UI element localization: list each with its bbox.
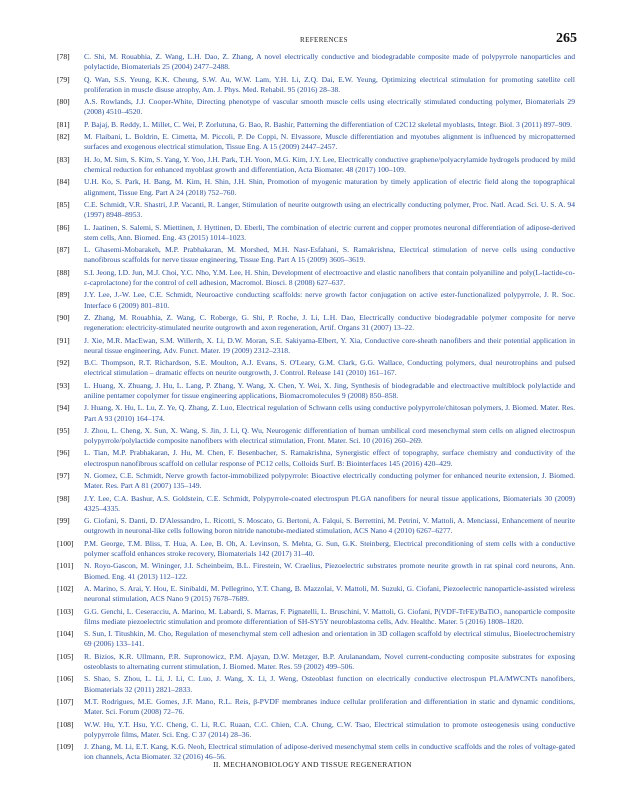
- reference-text[interactable]: J. Huang, X. Hu, L. Lu, Z. Ye, Q. Zhang, Z. Luo, Electrical regulation of Schwann cells using conductive polypyrrole/chitosan polymers, J. Biomed. Mater. Res. Part A 93 (2010) 164–174.: [84, 403, 575, 423]
- reference-number: [81]: [57, 119, 70, 129]
- reference-number: [85]: [57, 199, 70, 209]
- reference-item: [57, 290, 575, 310]
- reference-text[interactable]: Z. Zhang, M. Rouabhia, Z. Wang, C. Roberge, G. Shi, P. Roche, J. Li, L.H. Dao, Electrically conductive biodegradable polymer composite for nerve regeneration: electricity-stimulated neurite outgrowth and axon regeneration, Artif. Organs 31 (2007) 13–22.: [84, 312, 575, 333]
- reference-list: [57, 52, 575, 765]
- reference-item: [57, 120, 575, 130]
- reference-text[interactable]: U.H. Ko, S. Park, H. Bang, M. Kim, H. Shin, J.H. Shin, Promotion of myogenic maturation by timely application of electric field along the topographical alignment, Tissue Eng. Part A 24 (2018) 752–760.: [84, 177, 575, 197]
- reference-number: [78]: [57, 52, 70, 61]
- reference-item: [57, 720, 575, 740]
- reference-text[interactable]: G. Ciofani, S. Danti, D. D'Alessandro, L. Ricotti, S. Moscato, G. Bertoni, A. Falqui, S. Berrettini, M. Petrini, V. Mattoli, A. Menciassi, Enhancement of neurite outgrowth in neuronal-like cells following boron nitride nanotube-mediated stimulation, ACS Nano 4 (2010) 6267–6277.: [84, 516, 575, 536]
- reference-number: [87]: [57, 245, 70, 255]
- reference-text[interactable]: J. Zhou, L. Cheng, X. Sun, X. Wang, S. Jin, J. Li, Q. Wu, Neurogenic differentiation of human umbilical cord mesenchymal stem cells on aligned electrospun polypyrrole/polylactide composite nanofibers with electrical stimulation, Front. Mater. Sci. 10 (2016) 260–269.: [84, 425, 575, 446]
- reference-text[interactable]: R. Bizios, K.R. Ullmann, P.R. Supronowicz, P.M. Ajayan, D.W. Metzger, B.P. Arulanandam, Novel current-conducting composite substrates for exposing osteoblasts to alternating current stimulation, J. Biomed. Mater. Res. 59 (2002) 499–506.: [84, 651, 575, 672]
- reference-text[interactable]: J.Y. Lee, C.A. Bashur, A.S. Goldstein, C.E. Schmidt, Polypyrrole-coated electrospun PLGA nanofibers for neural tissue applications, Biomaterials 30 (2009) 4325–4335.: [84, 493, 575, 513]
- footer-section-title: II. MECHANOBIOLOGY AND TISSUE REGENERATION: [213, 760, 412, 769]
- reference-item: [57, 697, 575, 717]
- reference-number: [95]: [57, 425, 70, 435]
- reference-number: [96]: [57, 448, 70, 458]
- reference-number: [99]: [57, 516, 70, 526]
- reference-number: [82]: [57, 132, 70, 142]
- reference-number: [79]: [57, 74, 70, 84]
- reference-text[interactable]: C.E. Schmidt, V.R. Shastri, J.P. Vacanti, R. Langer, Stimulation of neurite outgrowth using an electrically conducting polymer, Proc. Natl. Acad. Sci. U. S. A. 94 (1997) 8948–8953.: [84, 199, 575, 220]
- reference-number: [84]: [57, 177, 70, 187]
- reference-text[interactable]: Q. Wan, S.S. Yeung, K.K. Cheung, S.W. Au, W.W. Lam, Y.H. Li, Z.Q. Dai, E.W. Yeung, Optimizing electrical stimulation for promoting satellite cell proliferation in muscle disuse atrophy, Am. J. Phys. Med. Rehabil. 95 (2016) 28–38.: [84, 74, 575, 94]
- reference-text[interactable]: M.T. Rodrigues, M.E. Gomes, J.F. Mano, R.L. Reis, β-PVDF membranes induce cellular proliferation and differentiation in static and dynamic conditions, Mater. Sci. Forum (2008) 72–76.: [84, 697, 575, 717]
- reference-text[interactable]: A. Marino, S. Arai, Y. Hou, E. Sinibaldi, M. Pellegrino, Y.T. Chang, B. Mazzolai, V. Mattoli, M. Suzuki, G. Ciofani, Piezoelectric nanoparticle-assisted wireless neuronal stimulation, ACS Nano 9 (2015) 7678–7689.: [84, 584, 575, 604]
- reference-item: [57, 97, 575, 117]
- reference-item: [57, 200, 575, 220]
- reference-text[interactable]: S.I. Jeong, I.D. Jun, M.J. Choi, Y.C. Nho, Y.M. Lee, H. Shin, Development of electroactive and elastic nanofibers that contain polyaniline and poly(L-lactide-co-ε-caprolactone) for the control of cell adhesion, Macromol. Biosci. 8 (2008) 627–637.: [84, 267, 575, 287]
- reference-number: [83]: [57, 154, 70, 164]
- reference-number: [108]: [57, 719, 74, 729]
- reference-text[interactable]: N. Gomez, C.E. Schmidt, Nerve growth factor-immobilized polypyrrole: Bioactive electrically conducting polymer for enhanced neurite extension, J. Biomed. Mater. Res. Part A 81 (2007) 135–149.: [84, 471, 575, 491]
- reference-text[interactable]: B.C. Thompson, R.T. Richardson, S.E. Moulton, A.J. Evans, S. O'Leary, G.M. Clark, G.G. Wallace, Conducting polymers, dual neurotrophins and pulsed electrical stimulation – dramatic effects on neurite outgrowth, J. Control. Release 141 (2010) 161–167.: [84, 358, 575, 378]
- reference-number: [86]: [57, 222, 70, 232]
- reference-number: [106]: [57, 674, 74, 684]
- reference-text[interactable]: W.W. Hu, Y.T. Hsu, Y.C. Cheng, C. Li, R.C. Ruaan, C.C. Chien, C.A. Chung, C.W. Tsao, Electrical stimulation to promote osteogenesis using conductive polypyrrole films, Mater. Sci. Eng. C 37 (2014) 28–36.: [84, 719, 575, 739]
- reference-number: [80]: [57, 97, 70, 107]
- reference-text[interactable]: S. Shao, S. Zhou, L. Li, J. Li, C. Luo, J. Wang, X. Li, J. Weng, Osteoblast function on electrically conductive electrospun PLA/MWCNTs nanofibers, Biomaterials 32 (2011) 2821–2833.: [84, 674, 575, 694]
- reference-item: [57, 652, 575, 672]
- reference-item: [57, 177, 575, 197]
- reference-item: [57, 539, 575, 559]
- reference-text[interactable]: C. Shi, M. Rouabhia, Z. Wang, L.H. Dao, Z. Zhang, A novel electrically conductive and biodegradable composite made of polypyrrole nanoparticles and polylactide, Biomaterials 25 (2004) 2477–2488.: [84, 52, 575, 72]
- reference-text[interactable]: G.G. Genchi, L. Ceseracciu, A. Marino, M. Labardi, S. Marras, F. Pignatelli, L. Bruschini, V. Mattoli, G. Ciofani, P(VDF-TrFE)/BaTiO₃ nanoparticle composite films mediate piezoelectric stimulation and promote differentiation of SH-SY5Y neuroblastoma cells, Adv. Healthc. Mater. 5 (2016) 1808–1820.: [84, 606, 575, 626]
- reference-item: [57, 381, 575, 401]
- reference-number: [107]: [57, 697, 74, 707]
- reference-item: [57, 155, 575, 175]
- running-head: REFERENCES: [300, 36, 348, 44]
- reference-item: [57, 561, 575, 581]
- reference-item: [57, 268, 575, 288]
- reference-item: [57, 674, 575, 694]
- reference-item: [57, 223, 575, 243]
- reference-number: [88]: [57, 267, 70, 277]
- reference-item: [57, 494, 575, 514]
- reference-text[interactable]: L. Tian, M.P. Prabhakaran, J. Hu, M. Chen, F. Besenbacher, S. Ramakrishna, Synergistic effect of topography, surface chemistry and conductivity of the electrospun nanofibrous scaffold on cellular response of PC12 cells, Colloids Surf. B: Biointerfaces 145 (2016) 420–429.: [84, 448, 575, 468]
- reference-text[interactable]: J. Zhang, M. Li, E.T. Kang, K.G. Neoh, Electrical stimulation of adipose-derived mesenchymal stem cells in conductive scaffolds and the roles of voltage-gated ion channels, Acta Biomater. 32 (2016) 46–56.: [84, 742, 575, 762]
- reference-item: [57, 313, 575, 333]
- reference-number: [93]: [57, 380, 70, 390]
- reference-item: [57, 358, 575, 378]
- reference-item: [57, 448, 575, 468]
- reference-item: [57, 584, 575, 604]
- reference-number: [105]: [57, 651, 74, 661]
- reference-item: [57, 245, 575, 265]
- reference-text[interactable]: A.S. Rowlands, J.J. Cooper-White, Directing phenotype of vascular smooth muscle cells using electrically stimulated conducting polymer, Biomaterials 29 (2008) 4510–4520.: [84, 97, 575, 117]
- reference-number: [103]: [57, 606, 74, 616]
- reference-text[interactable]: N. Royo-Gascon, M. Wininger, J.I. Scheinbeim, B.L. Firestein, W. Craelius, Piezoelectric substrates promote neurite growth in rat spinal cord neurons, Ann. Biomed. Eng. 41 (2013) 112–122.: [84, 561, 575, 581]
- reference-item: [57, 471, 575, 491]
- page-number: 265: [556, 31, 577, 46]
- reference-text[interactable]: S. Sun, I. Titushkin, M. Cho, Regulation of mesenchymal stem cell adhesion and orientation in 3D collagen scaffold by electrical stimulus, Bioelectrochemistry 69 (2006) 133–141.: [84, 629, 575, 649]
- reference-text[interactable]: J. Xie, M.R. MacEwan, S.M. Willerth, X. Li, D.W. Moran, S.E. Sakiyama-Elbert, Y. Xia, Conductive core-sheath nanofibers and their potential application in neural tissue engineering, Adv. Funct. Mater. 19 (2009) 2312–2318.: [84, 335, 575, 355]
- reference-number: [104]: [57, 629, 74, 639]
- reference-number: [102]: [57, 584, 74, 594]
- reference-text[interactable]: M. Flaibani, L. Boldrin, E. Cimetta, M. Piccoli, P. De Coppi, N. Elvassore, Muscle differentiation and myotubes alignment is influenced by micropatterned surfaces and exogenous electrical stimulation, Tissue Eng. A 15 (2009) 2447–2457.: [84, 132, 575, 152]
- reference-text[interactable]: H. Jo, M. Sim, S. Kim, S. Yang, Y. Yoo, J.H. Park, T.H. Yoon, M.G. Kim, J.Y. Lee, Electrically conductive graphene/polyacrylamide hydrogels produced by mild chemical reduction for enhanced myoblast growth and differentiation, Acta Biomater. 48 (2017) 100–109.: [84, 154, 575, 174]
- reference-item: [57, 75, 575, 95]
- reference-number: [89]: [57, 290, 70, 300]
- reference-item: [57, 403, 575, 423]
- reference-item: [57, 516, 575, 536]
- reference-text[interactable]: L. Huang, X. Zhuang, J. Hu, L. Lang, P. Zhang, Y. Wang, X. Chen, Y. Wei, X. Jing, Synthesis of biodegradable and electroactive multiblock polylactide and aniline pentamer copolymer for tissue engineering applications, Biomacromolecules 9 (2008) 850–858.: [84, 380, 575, 400]
- reference-number: [109]: [57, 742, 74, 752]
- reference-number: [98]: [57, 493, 70, 503]
- reference-number: [97]: [57, 471, 70, 481]
- reference-number: [91]: [57, 335, 70, 345]
- reference-item: [57, 336, 575, 356]
- reference-text[interactable]: L. Jaatinen, S. Salemi, S. Miettinen, J. Hyttinen, D. Eberli, The combination of electric current and copper promotes neuronal differentiation of adipose-derived stem cells, Ann. Biomed. Eng. 43 (2015) 1014–1023.: [84, 222, 575, 242]
- reference-text[interactable]: P.M. George, T.M. Bliss, T. Hua, A. Lee, B. Oh, A. Levinson, S. Mehta, G. Sun, G.K. Steinberg, Electrical preconditioning of stem cells with a conductive polymer scaffold enhances stroke recovery, Biomaterials 142 (2017) 31–40.: [84, 538, 575, 559]
- reference-number: [92]: [57, 358, 70, 368]
- reference-item: [57, 52, 575, 72]
- reference-number: [90]: [57, 312, 70, 322]
- reference-number: [101]: [57, 561, 74, 571]
- reference-number: [94]: [57, 403, 70, 413]
- reference-text[interactable]: J.Y. Lee, J.-W. Lee, C.E. Schmidt, Neuroactive conducting scaffolds: nerve growth factor conjugation on active ester-functionalized polypyrrole, J. R. Soc. Interface 6 (2009) 801–810.: [84, 290, 575, 310]
- reference-number: [100]: [57, 538, 74, 548]
- reference-text[interactable]: P. Bajaj, B. Reddy, L. Millet, C. Wei, P. Zorlutuna, G. Bao, R. Bashir, Patterning the differentiation of C2C12 skeletal myoblasts, Integr. Biol. 3 (2011) 897–909.: [84, 119, 572, 129]
- reference-item: [57, 132, 575, 152]
- reference-item: [57, 607, 575, 627]
- reference-item: [57, 629, 575, 649]
- reference-text[interactable]: L. Ghasemi-Mobarakeh, M.P. Prabhakaran, M. Morshed, M.H. Nasr-Esfahani, S. Ramakrishna, Electrical stimulation of nerve cells using conductive nanofibrous scaffolds for nerve tissue engineering, Tissue Eng. Part A 15 (2009) 3605–3619.: [84, 245, 575, 265]
- reference-item: [57, 426, 575, 446]
